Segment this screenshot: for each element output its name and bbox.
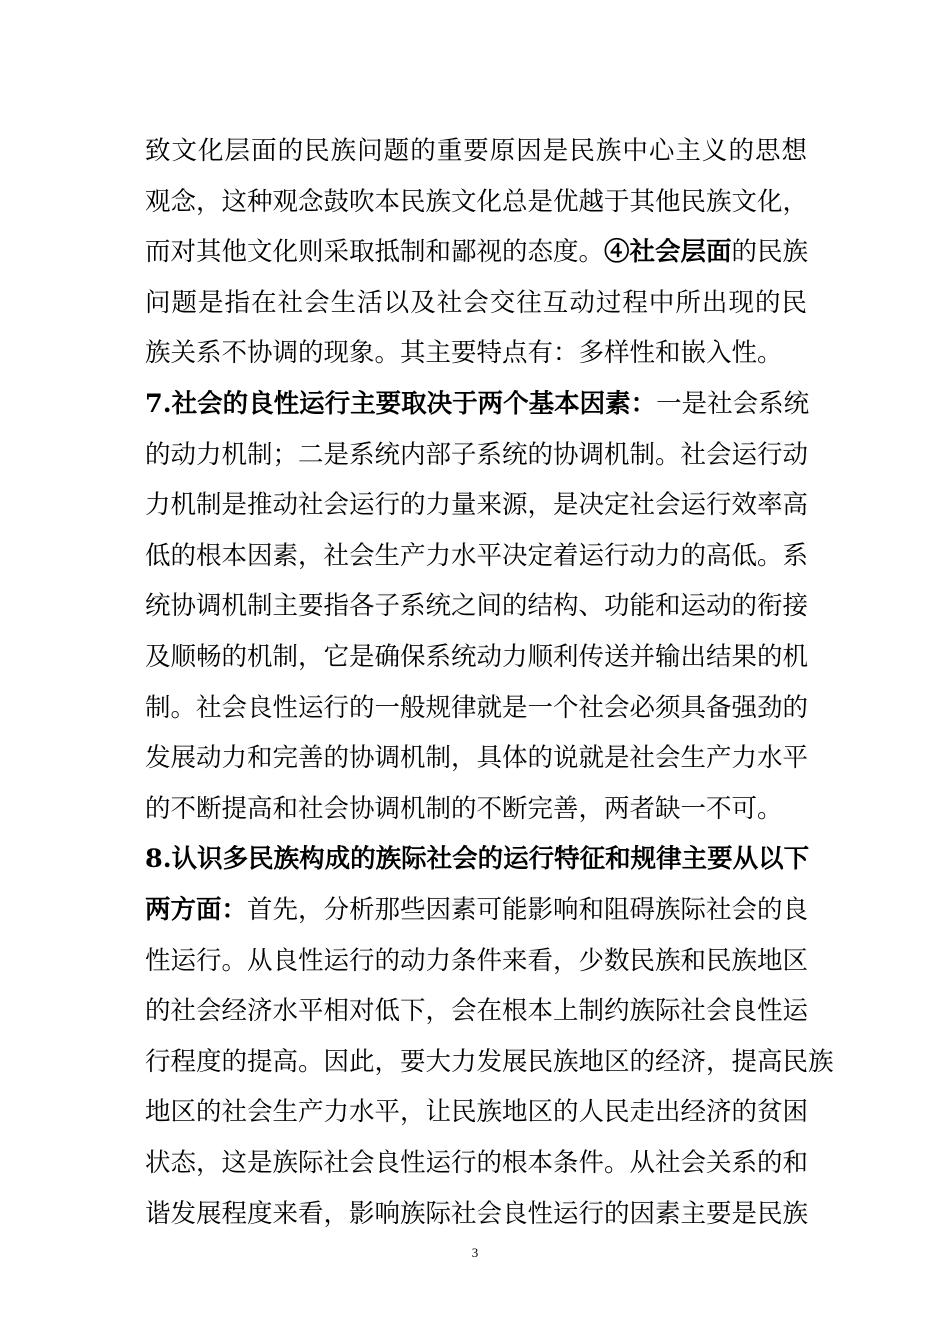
text-line — [145, 1042, 834, 1082]
text-line — [145, 1194, 807, 1234]
text-segment: 及顺畅的机制，它是确保系统动力顺利传送并输出结果的机 — [145, 642, 809, 672]
text-segment: 状态，这是族际社会良性运行的根本条件。从社会关系的和 — [145, 1148, 809, 1178]
text-segment: 的民族 — [731, 237, 809, 267]
text-line — [145, 688, 807, 728]
text-line — [145, 1143, 807, 1183]
text-segment: 的不断提高和社会协调机制的不断完善，两者缺一不可。 — [145, 794, 783, 824]
text-line — [145, 789, 807, 829]
text-segment: 的社会经济水平相对低下，会在根本上制约族际社会良性运 — [145, 996, 809, 1026]
text-segment: 族关系不协调的现象。其主要特点有：多样性和嵌入性。 — [145, 338, 783, 368]
text-segment: 一是社会系统 — [656, 389, 810, 419]
bold-text-segment: 8.认识多民族构成的族际社会的运行特征和规律主要从以下 — [145, 844, 810, 874]
text-line — [145, 637, 807, 677]
text-line — [145, 485, 807, 525]
text-segment: 低的根本因素，社会生产力水平决定着运行动力的高低。系 — [145, 541, 809, 571]
page-number: 3 — [471, 1245, 479, 1260]
text-segment: 行程度的提高。因此，要大力发展民族地区的经济，提高民族 — [145, 1047, 834, 1077]
text-line — [145, 435, 807, 475]
text-segment: 谐发展程度来看，影响族际社会良性运行的因素主要是民族 — [145, 1199, 809, 1229]
text-line — [145, 232, 807, 272]
text-segment: 制。社会良性运行的一般规律就是一个社会必须具备强劲的 — [145, 693, 809, 723]
text-line — [145, 941, 807, 981]
text-segment: 统协调机制主要指各子系统之间的结构、功能和运动的衔接 — [145, 591, 809, 621]
text-segment: 致文化层面的民族问题的重要原因是民族中心主义的思想 — [145, 136, 807, 166]
bold-text-segment: ④社会层面 — [604, 237, 732, 267]
text-line — [145, 738, 807, 778]
text-line — [145, 1092, 807, 1132]
text-segment: 的动力机制；二是系统内部子系统的协调机制。社会运行动 — [145, 440, 809, 470]
text-line — [145, 283, 807, 323]
text-segment: 而对其他文化则采取抵制和鄙视的态度。 — [145, 237, 605, 267]
text-line — [145, 131, 807, 171]
text-segment: 力机制是推动社会运行的力量来源，是决定社会运行效率高 — [145, 490, 809, 520]
text-segment: 首先，分析那些因素可能影响和阻碍族际社会的良 — [247, 895, 809, 925]
text-line — [145, 333, 807, 373]
text-segment: 发展动力和完善的协调机制，具体的说就是社会生产力水平 — [145, 743, 809, 773]
text-segment: 地区的社会生产力水平，让民族地区的人民走出经济的贫困 — [145, 1097, 809, 1127]
text-line — [145, 586, 807, 626]
bold-text-segment: 两方面： — [145, 895, 248, 925]
text-segment: 问题是指在社会生活以及社会交往互动过程中所出现的民 — [145, 288, 807, 318]
bold-text-segment: 7.社会的良性运行主要取决于两个基本因素： — [145, 389, 657, 419]
text-line — [145, 991, 807, 1031]
text-line — [145, 890, 807, 930]
text-segment: 观念，这种观念鼓吹本民族文化总是优越于其他民族文化， — [145, 187, 809, 217]
text-line — [145, 839, 810, 879]
text-segment: 性运行。从良性运行的动力条件来看，少数民族和民族地区 — [145, 946, 809, 976]
text-line — [145, 384, 810, 424]
text-line — [145, 536, 807, 576]
text-line — [145, 182, 807, 222]
